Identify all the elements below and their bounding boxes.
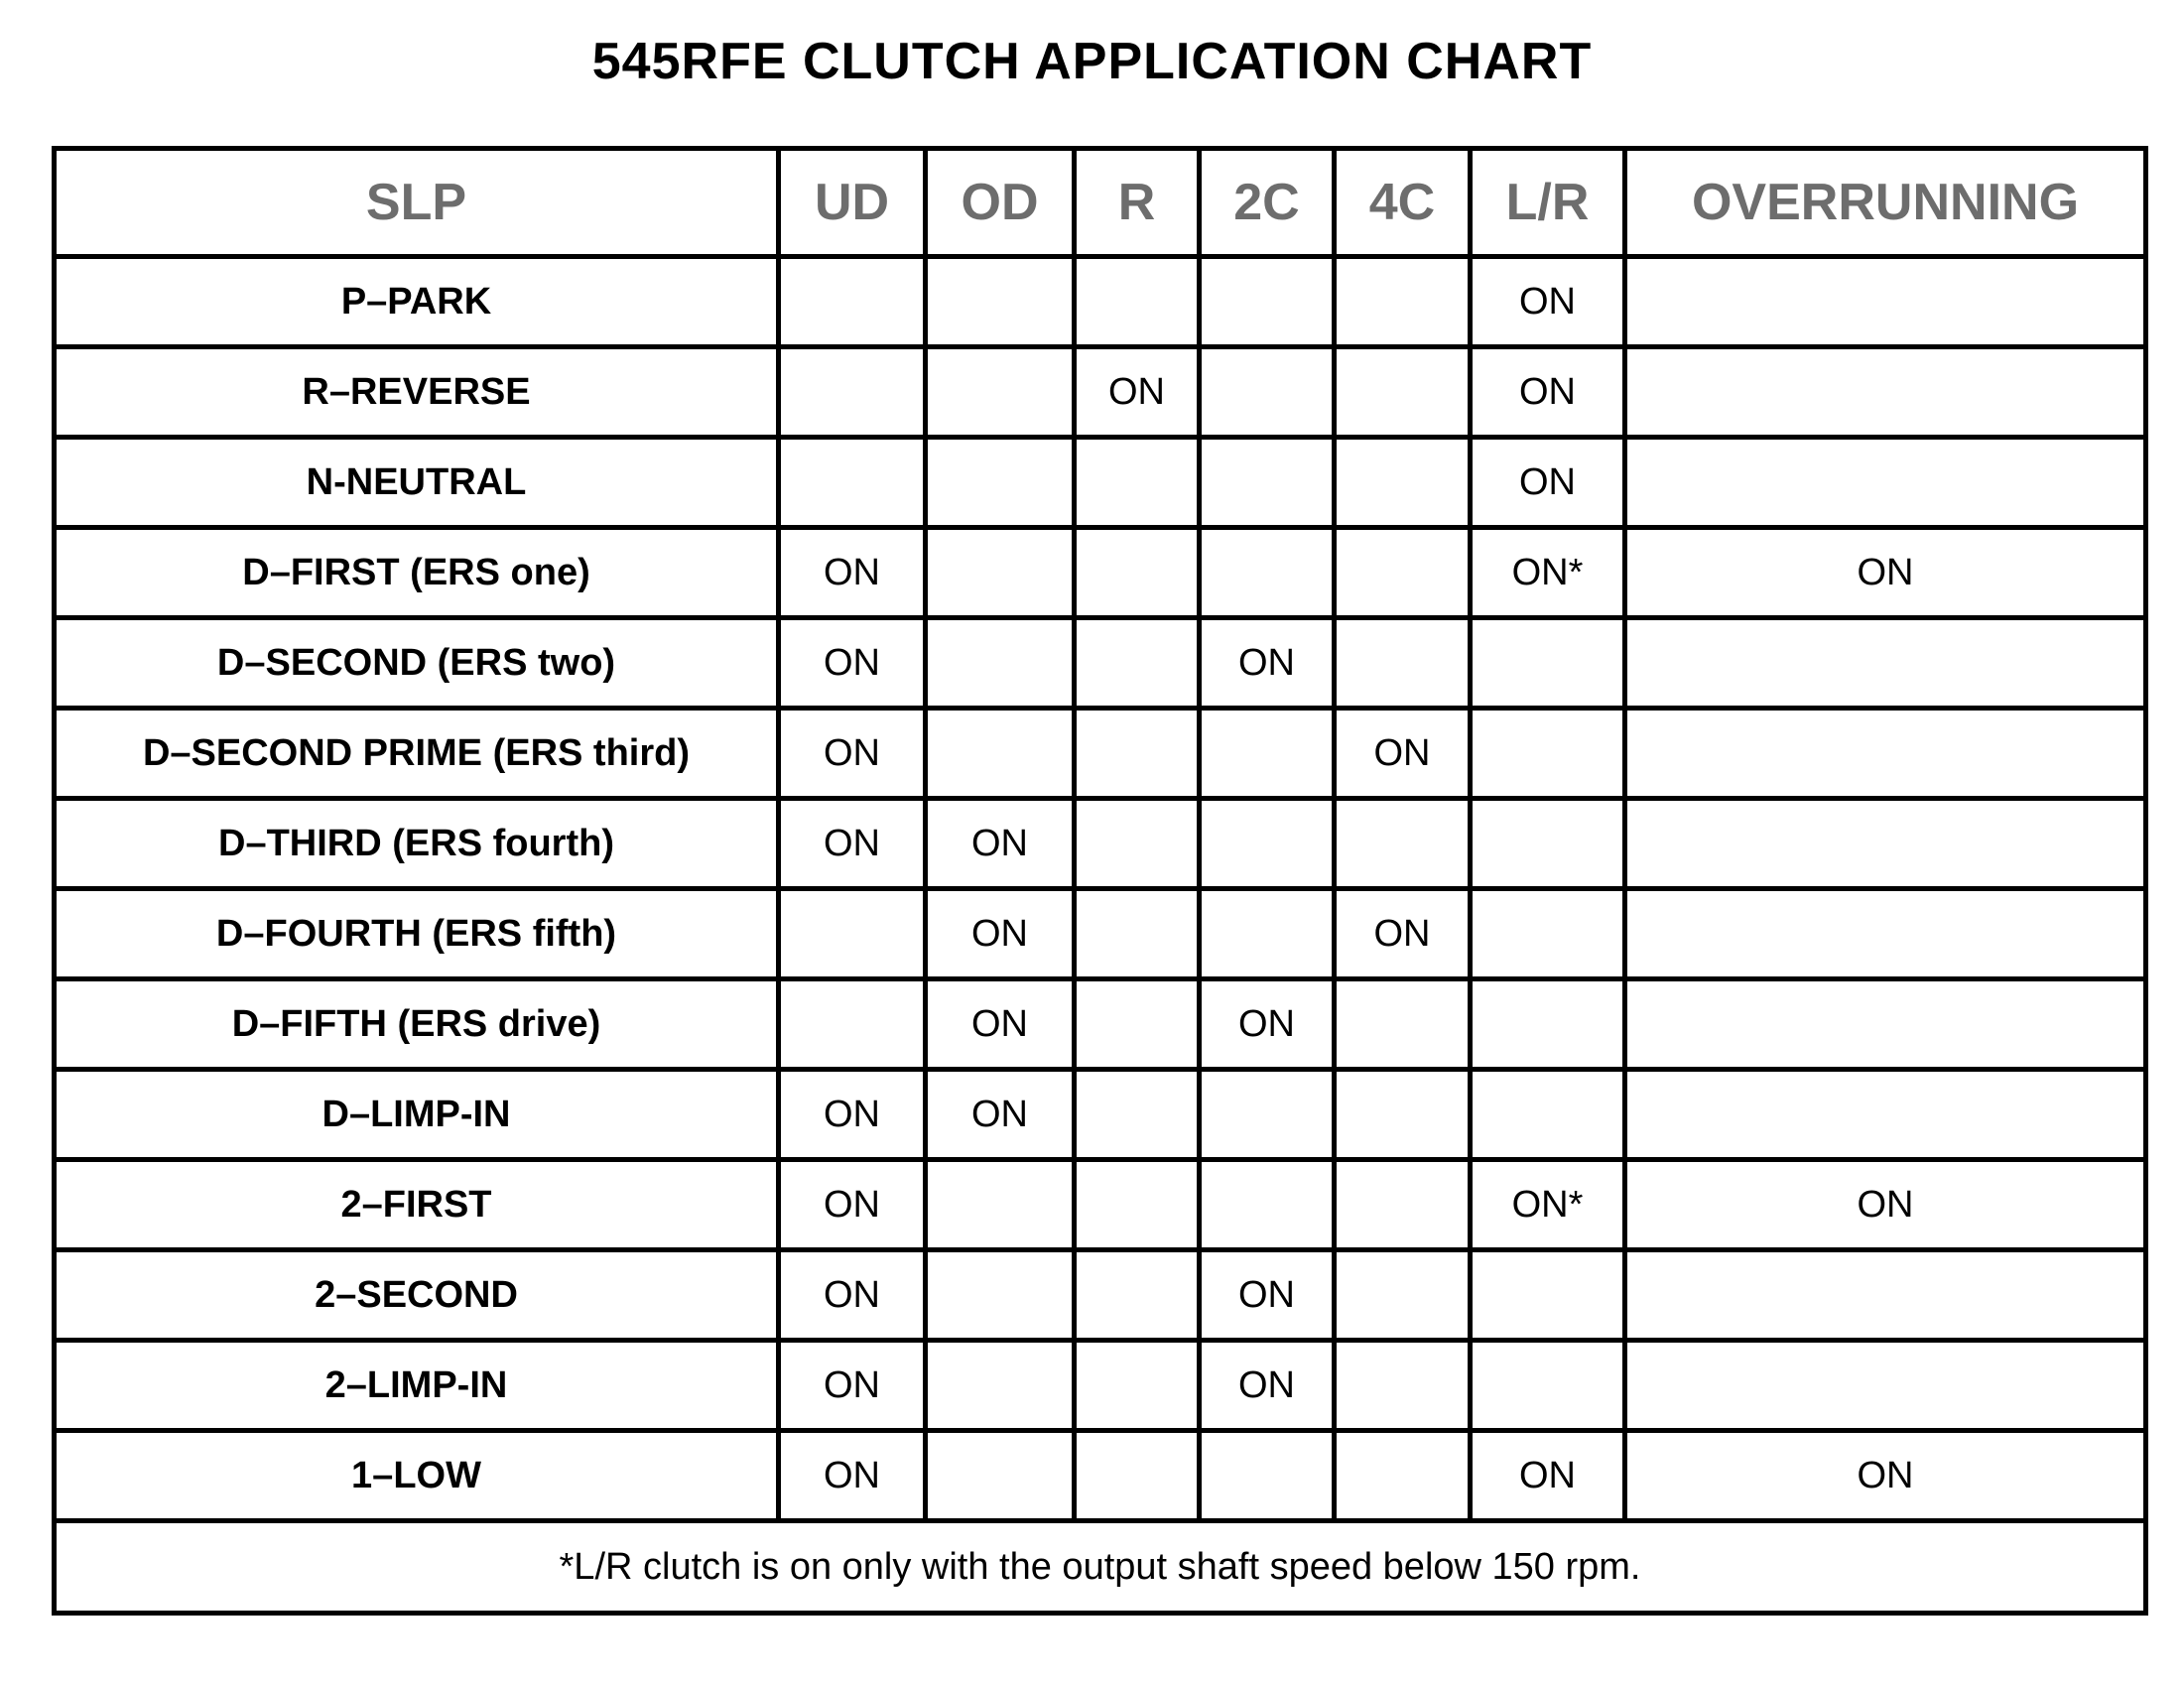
column-header: 4C <box>1335 149 1471 257</box>
table-row <box>55 709 2146 799</box>
clutch-state-cell: ON <box>1200 979 1335 1070</box>
clutch-state-cell <box>779 438 926 528</box>
clutch-state-cell: ON <box>779 709 926 799</box>
header-row <box>55 149 2146 257</box>
table-row <box>55 1431 2146 1521</box>
clutch-state-cell <box>926 1250 1075 1341</box>
mode-cell: D–LIMP-IN <box>55 1070 779 1160</box>
clutch-state-cell <box>1335 618 1471 709</box>
clutch-state-cell <box>926 1160 1075 1250</box>
clutch-state-cell <box>926 257 1075 347</box>
clutch-state-cell <box>1075 979 1200 1070</box>
mode-cell: 2–FIRST <box>55 1160 779 1250</box>
table-row <box>55 257 2146 347</box>
clutch-state-cell: ON* <box>1471 528 1625 618</box>
clutch-state-cell <box>1625 709 2146 799</box>
footnote: *L/R clutch is on only with the output shaft speed below 150 rpm. <box>55 1521 2146 1614</box>
table-row <box>55 1250 2146 1341</box>
mode-cell: D–SECOND PRIME (ERS third) <box>55 709 779 799</box>
clutch-state-cell <box>1625 979 2146 1070</box>
mode-cell: D–SECOND (ERS two) <box>55 618 779 709</box>
clutch-state-cell: ON* <box>1471 1160 1625 1250</box>
table-row <box>55 889 2146 979</box>
clutch-state-cell <box>1625 438 2146 528</box>
clutch-state-cell <box>926 438 1075 528</box>
clutch-state-cell <box>926 709 1075 799</box>
clutch-state-cell <box>1471 889 1625 979</box>
clutch-state-cell <box>1075 709 1200 799</box>
clutch-application-table <box>52 146 2148 1616</box>
column-header: R <box>1075 149 1200 257</box>
table-row <box>55 979 2146 1070</box>
clutch-state-cell: ON <box>926 1070 1075 1160</box>
page-title: 545RFE CLUTCH APPLICATION CHART <box>591 33 1593 90</box>
clutch-state-cell <box>1075 618 1200 709</box>
clutch-state-cell <box>1075 528 1200 618</box>
clutch-state-cell: ON <box>1200 1250 1335 1341</box>
clutch-state-cell <box>1200 709 1335 799</box>
clutch-state-cell: ON <box>1471 1431 1625 1521</box>
clutch-state-cell <box>1075 257 1200 347</box>
clutch-state-cell: ON <box>1335 709 1471 799</box>
clutch-state-cell: ON <box>926 799 1075 889</box>
clutch-state-cell <box>1200 1070 1335 1160</box>
clutch-state-cell <box>1200 799 1335 889</box>
clutch-state-cell <box>1471 1070 1625 1160</box>
mode-cell: P–PARK <box>55 257 779 347</box>
column-header: OVERRUNNING <box>1625 149 2146 257</box>
clutch-state-cell <box>926 618 1075 709</box>
clutch-state-cell <box>1335 799 1471 889</box>
clutch-state-cell <box>1625 1341 2146 1431</box>
clutch-state-cell: ON <box>1075 347 1200 438</box>
clutch-state-cell <box>1625 618 2146 709</box>
clutch-state-cell <box>1471 799 1625 889</box>
clutch-state-cell <box>779 889 926 979</box>
clutch-state-cell <box>1335 1070 1471 1160</box>
clutch-state-cell <box>1200 528 1335 618</box>
column-header: UD <box>779 149 926 257</box>
clutch-state-cell <box>1625 347 2146 438</box>
clutch-state-cell <box>926 528 1075 618</box>
clutch-state-cell <box>1335 438 1471 528</box>
clutch-state-cell <box>1471 1341 1625 1431</box>
clutch-state-cell: ON <box>1471 347 1625 438</box>
clutch-state-cell <box>1200 1431 1335 1521</box>
mode-cell: 2–SECOND <box>55 1250 779 1341</box>
clutch-state-cell <box>1075 889 1200 979</box>
clutch-state-cell <box>1471 979 1625 1070</box>
clutch-state-cell <box>1335 347 1471 438</box>
clutch-state-cell <box>1075 1250 1200 1341</box>
mode-cell: D–FOURTH (ERS fifth) <box>55 889 779 979</box>
table-row <box>55 618 2146 709</box>
mode-cell: D–FIFTH (ERS drive) <box>55 979 779 1070</box>
clutch-state-cell: ON <box>779 799 926 889</box>
column-header: SLP <box>55 149 779 257</box>
clutch-state-cell <box>1471 1250 1625 1341</box>
clutch-state-cell <box>1075 1431 1200 1521</box>
clutch-state-cell <box>1200 347 1335 438</box>
mode-cell: 2–LIMP-IN <box>55 1341 779 1431</box>
clutch-state-cell <box>1200 257 1335 347</box>
mode-cell: R–REVERSE <box>55 347 779 438</box>
clutch-state-cell: ON <box>1625 1160 2146 1250</box>
column-header: OD <box>926 149 1075 257</box>
clutch-state-cell <box>1471 709 1625 799</box>
table-row <box>55 1341 2146 1431</box>
footnote-row <box>55 1521 2146 1614</box>
mode-cell: 1–LOW <box>55 1431 779 1521</box>
clutch-state-cell <box>1200 438 1335 528</box>
clutch-state-cell <box>1075 438 1200 528</box>
table-row <box>55 347 2146 438</box>
clutch-state-cell <box>1200 1160 1335 1250</box>
clutch-state-cell <box>1075 1070 1200 1160</box>
clutch-state-cell: ON <box>779 1250 926 1341</box>
table-row <box>55 528 2146 618</box>
clutch-state-cell: ON <box>779 1070 926 1160</box>
table-row <box>55 799 2146 889</box>
mode-cell: D–FIRST (ERS one) <box>55 528 779 618</box>
clutch-state-cell <box>1625 1250 2146 1341</box>
clutch-state-cell: ON <box>1200 618 1335 709</box>
clutch-state-cell <box>779 347 926 438</box>
clutch-state-cell <box>926 1431 1075 1521</box>
clutch-state-cell <box>1471 618 1625 709</box>
clutch-state-cell <box>779 257 926 347</box>
clutch-state-cell <box>1625 257 2146 347</box>
clutch-state-cell: ON <box>926 979 1075 1070</box>
clutch-state-cell: ON <box>1471 438 1625 528</box>
clutch-state-cell <box>1075 1341 1200 1431</box>
clutch-state-cell: ON <box>1625 528 2146 618</box>
clutch-state-cell <box>1335 979 1471 1070</box>
column-header: 2C <box>1200 149 1335 257</box>
clutch-state-cell <box>926 347 1075 438</box>
table-body <box>55 257 2146 1521</box>
clutch-state-cell <box>1335 1341 1471 1431</box>
table-row <box>55 438 2146 528</box>
clutch-state-cell <box>779 979 926 1070</box>
clutch-state-cell <box>1625 889 2146 979</box>
clutch-state-cell <box>1335 1250 1471 1341</box>
clutch-state-cell: ON <box>779 1431 926 1521</box>
clutch-state-cell: ON <box>1200 1341 1335 1431</box>
column-header: L/R <box>1471 149 1625 257</box>
clutch-state-cell <box>1335 1160 1471 1250</box>
clutch-state-cell <box>1335 257 1471 347</box>
clutch-state-cell: ON <box>1335 889 1471 979</box>
clutch-state-cell: ON <box>926 889 1075 979</box>
clutch-state-cell <box>926 1341 1075 1431</box>
clutch-state-cell: ON <box>779 528 926 618</box>
clutch-state-cell <box>1625 1070 2146 1160</box>
clutch-state-cell <box>1335 1431 1471 1521</box>
clutch-state-cell <box>1075 1160 1200 1250</box>
clutch-state-cell <box>1625 799 2146 889</box>
clutch-state-cell: ON <box>779 618 926 709</box>
table-row <box>55 1160 2146 1250</box>
mode-cell: D–THIRD (ERS fourth) <box>55 799 779 889</box>
clutch-state-cell: ON <box>1625 1431 2146 1521</box>
clutch-state-cell: ON <box>779 1341 926 1431</box>
clutch-state-cell <box>1335 528 1471 618</box>
clutch-state-cell: ON <box>779 1160 926 1250</box>
clutch-state-cell <box>1075 799 1200 889</box>
clutch-state-cell <box>1200 889 1335 979</box>
mode-cell: N-NEUTRAL <box>55 438 779 528</box>
clutch-state-cell: ON <box>1471 257 1625 347</box>
table-row <box>55 1070 2146 1160</box>
